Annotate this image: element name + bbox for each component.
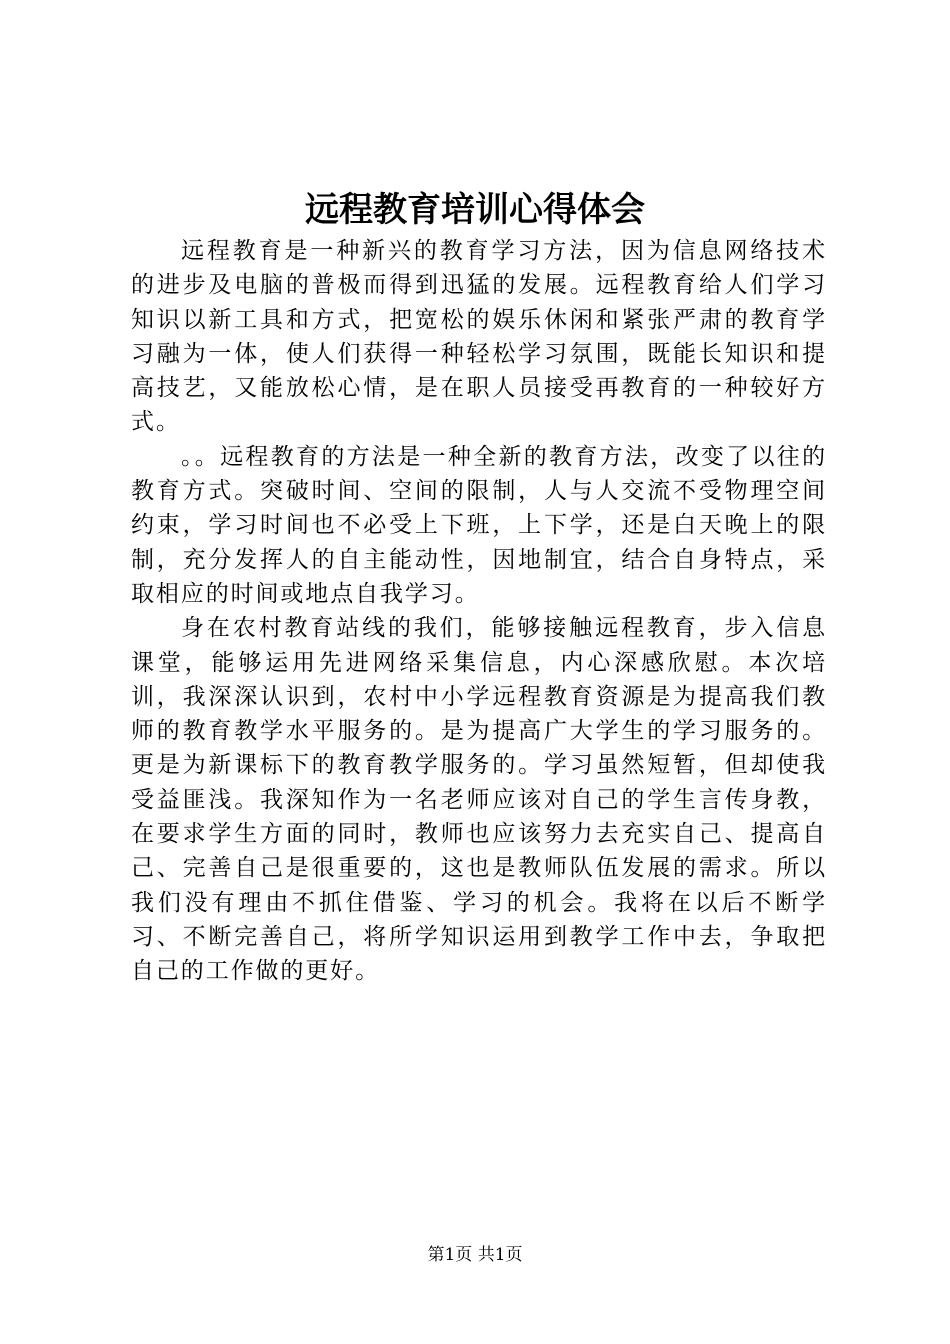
paragraph-1: 远程教育是一种新兴的教育学习方法，因为信息网络技术的进步及电脑的普极而得到迅猛的发展。远程教育给人们学习知识以新工具和方式，把宽松的娱乐休闲和紧张严肃的教育学习融为一体，使人们获得一种轻松学习氛围，既能长知识和提高技艺，又能放松心情，是在职人员接受再教育的一种较好方式。 <box>131 238 827 436</box>
paragraph-2: 。。远程教育的方法是一种全新的教育方法，改变了以往的教育方式。突破时间、空间的限制，人与人交流不受物理空间约束，学习时间也不必受上下班，上下学，还是白天晚上的限制，充分发挥人的自主能动性，因地制宜，结合自身特点，采取相应的时间或地点自我学习。 <box>131 443 827 607</box>
document-title: 远程教育培训心得体会 <box>305 190 645 230</box>
page-footer: 第1页 共1页 <box>427 1245 523 1265</box>
paragraph-3: 身在农村教育站线的我们，能够接触远程教育，步入信息课堂，能够运用先进网络采集信息，内心深感欣慰。本次培训，我深深认识到，农村中小学远程教育资源是为提高我们教师的教育教学水平服务的。是为提高广大学生的学习服务的。更是为新课标下的教育教学服务的。学习虽然短暂，但却使我受益匪浅。我深知作为一名老师应该对自己的学生言传身教，在要求学生方面的同时，教师也应该努力去充实自己、提高自己、完善自己是很重要的，这也是教师队伍发展的需求。所以我们没有理由不抓住借鉴、学习的机会。我将在以后不断学习、不断完善自己，将所学知识运用到教学工作中去，争取把自己的工作做的更好。 <box>131 615 827 985</box>
document-body <box>131 234 827 989</box>
